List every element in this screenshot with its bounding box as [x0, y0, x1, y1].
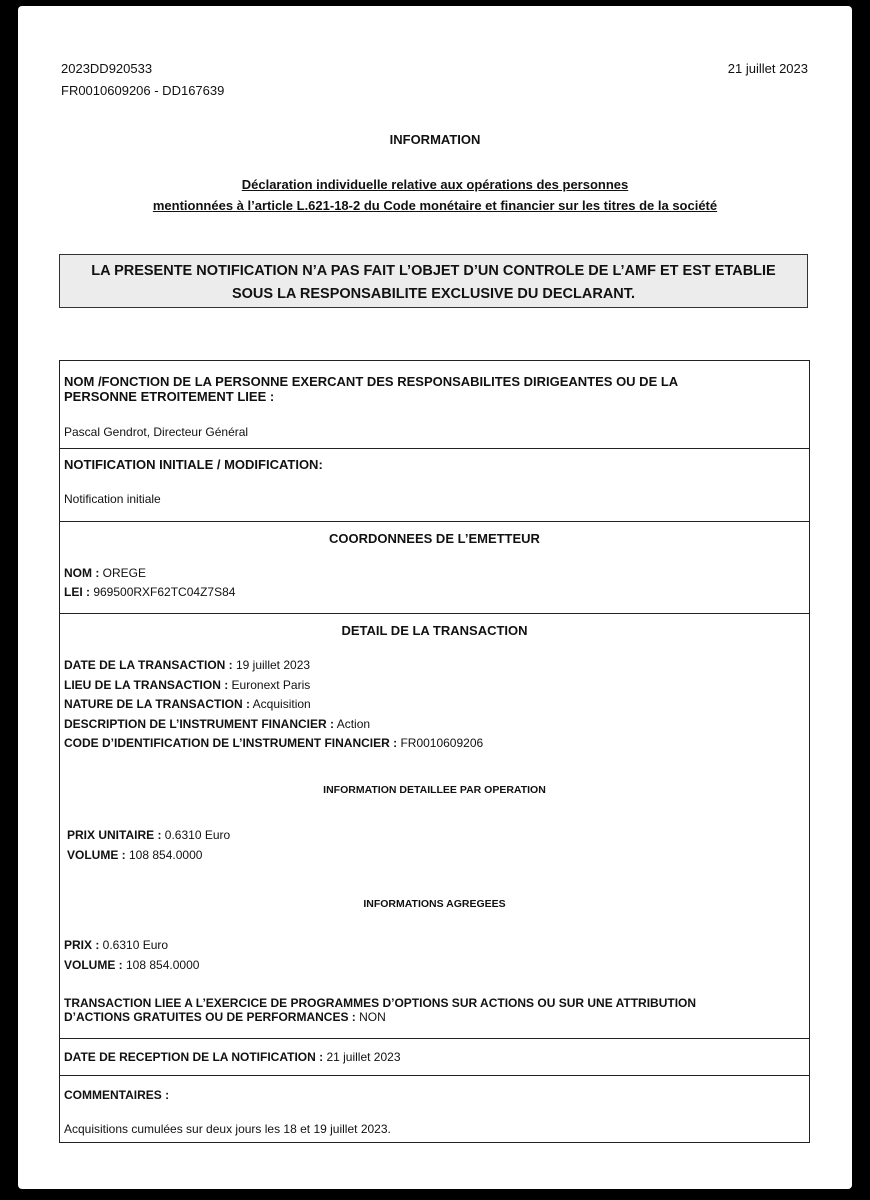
page-title: INFORMATION [389, 132, 481, 147]
comments-section [60, 1076, 809, 1142]
aggregated-price: PRIX : 0.6310 Euro [64, 938, 169, 952]
reception-date: DATE DE RECEPTION DE LA NOTIFICATION : 21 juillet 2023 [64, 1050, 401, 1064]
reception-section [60, 1039, 809, 1076]
aggregated-info-title: INFORMATIONS AGREGEES [363, 898, 506, 910]
transaction-nature: NATURE DE LA TRANSACTION : Acquisition [64, 697, 311, 711]
isin-reference: FR0010609206 - DD167639 [61, 83, 225, 98]
issuer-title: COORDONNEES DE L’EMETTEUR [329, 531, 540, 546]
transaction-place: LIEU DE LA TRANSACTION : Euronext Paris [64, 678, 311, 692]
declaration-line-1: Déclaration individuelle relative aux opérations des personnes [241, 177, 629, 192]
person-label [64, 374, 678, 404]
declaration-table [59, 360, 810, 1143]
operation-unit-price: PRIX UNITAIRE : 0.6310 Euro [67, 828, 231, 842]
warning-line-2: SOUS LA RESPONSABILITE EXCLUSIVE DU DECLARANT. [231, 286, 636, 302]
notification-value: Notification initiale [64, 492, 161, 506]
transaction-date: DATE DE LA TRANSACTION : 19 juillet 2023 [64, 658, 311, 672]
instrument-code: CODE D’IDENTIFICATION DE L’INSTRUMENT FINANCIER : FR0010609206 [64, 736, 484, 750]
person-value: Pascal Gendrot, Directeur Général [64, 425, 249, 439]
transaction-title: DETAIL DE LA TRANSACTION [341, 623, 528, 638]
reference-number: 2023DD920533 [61, 61, 153, 76]
warning-line-1: LA PRESENTE NOTIFICATION N’A PAS FAIT L’OBJET D’UN CONTROLE DE L’AMF ET EST ETABLIE [91, 263, 776, 279]
amf-warning-box [59, 254, 808, 308]
transaction-section [60, 614, 809, 1039]
document-page [18, 6, 852, 1189]
notification-label: NOTIFICATION INITIALE / MODIFICATION: [64, 457, 323, 472]
options-program-link: TRANSACTION LIEE A L’EXERCICE DE PROGRAMMES D’OPTIONS SUR ACTIONS OU SUR UNE ATTRIBUTION D’ACTIONS GRATUITES OU DE PERFORMANCES : NON [64, 996, 697, 1024]
comments-label: COMMENTAIRES : [64, 1088, 170, 1102]
person-section [60, 361, 809, 449]
aggregated-volume: VOLUME : 108 854.0000 [64, 958, 200, 972]
issuer-lei: LEI : 969500RXF62TC04Z7S84 [64, 585, 236, 599]
comments-value: Acquisitions cumulées sur deux jours les 18 et 19 juillet 2023. [64, 1122, 391, 1136]
operation-detail-title: INFORMATION DETAILLEE PAR OPERATION [323, 784, 546, 796]
issuer-section [60, 522, 809, 614]
operation-volume: VOLUME : 108 854.0000 [67, 848, 203, 862]
document-date: 21 juillet 2023 [727, 61, 808, 76]
notification-section [60, 449, 809, 522]
person-label-line-2: PERSONNE ETROITEMENT LIEE : [64, 389, 275, 404]
declaration-line-2: mentionnées à l’article L.621-18-2 du Code monétaire et financier sur les titres de la société [152, 198, 718, 213]
issuer-name: NOM : OREGE [64, 566, 147, 580]
instrument-description: DESCRIPTION DE L’INSTRUMENT FINANCIER : Action [64, 717, 371, 731]
declaration-title [18, 174, 852, 216]
person-label-line-1: NOM /FONCTION DE LA PERSONNE EXERCANT DES RESPONSABILITES DIRIGEANTES OU DE LA [64, 374, 679, 389]
